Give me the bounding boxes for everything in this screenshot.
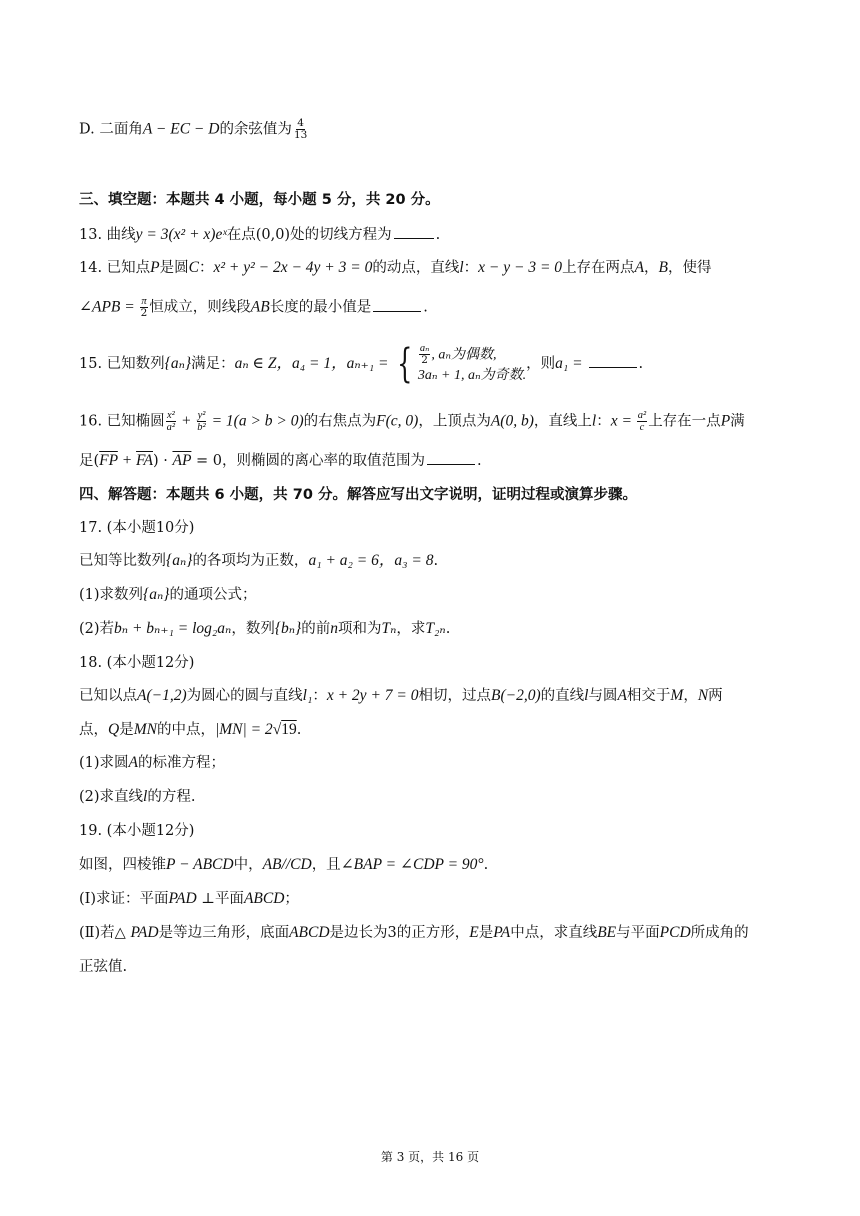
section-heading-answer: 四、解答题：本题共 6 小题，共 70 分。解答应写出文字说明，证明过程或演算步骤。	[79, 487, 637, 503]
text: .	[423, 299, 428, 316]
math: x² + y² − 2x − 4y + 3 = 0	[213, 259, 373, 276]
denominator: a²	[166, 422, 176, 433]
fraction	[166, 410, 176, 433]
sqrt: √19	[272, 721, 297, 738]
text: 平面	[214, 891, 244, 907]
text: 上存在一点	[648, 413, 721, 430]
fraction	[637, 410, 647, 433]
text: (Ⅰ)求证：平面	[79, 891, 169, 907]
question-19-part-2	[79, 923, 749, 943]
math: PCD	[659, 924, 691, 941]
math: x + 2y + 7 = 0	[326, 687, 419, 704]
text: 的各项均为正数，	[192, 553, 309, 569]
answer-blank	[394, 238, 434, 239]
math: AB//CD	[262, 856, 312, 873]
section-heading-fill-blank: 三、填空题：本题共 4 小题，每小题 5 分，共 20 分。	[79, 192, 440, 208]
numerator: 4	[297, 117, 304, 129]
question-15	[79, 342, 643, 386]
text: 恒成立，则线段	[149, 299, 251, 316]
numerator: y²	[197, 410, 206, 421]
math: +	[177, 412, 196, 430]
text: (2)求直线	[79, 789, 144, 805]
vector: $\overline{FP}$	[99, 452, 118, 469]
math: l	[459, 259, 464, 276]
math: l	[584, 687, 589, 704]
text: ) ·	[153, 453, 173, 469]
math: |MN| = 2	[214, 721, 273, 738]
text: (2)若	[79, 621, 115, 637]
denominator: 13	[293, 129, 308, 141]
question-18-title: 18. (本小题12分)	[79, 655, 195, 671]
text: .	[435, 227, 441, 243]
text: .	[638, 356, 644, 372]
text: 14. 已知点	[79, 260, 151, 276]
text: (Ⅱ)若△	[79, 925, 131, 941]
text: ，数列	[231, 621, 275, 637]
question-13	[79, 225, 440, 245]
math: a₁ =	[555, 355, 587, 372]
math: ∠APB =	[79, 298, 139, 316]
math: {bₙ}	[274, 620, 302, 637]
math: F(c, 0)	[376, 412, 419, 430]
text: .	[433, 553, 439, 569]
math: P − ABCD	[166, 856, 234, 873]
text: 相交于	[626, 688, 671, 704]
math: MN	[133, 721, 157, 738]
math: A	[634, 259, 645, 276]
text: 的方程.	[147, 789, 196, 805]
text: 在点(0,0)处的切线方程为	[226, 227, 392, 243]
text: ，	[683, 688, 698, 704]
math: y = 3(x² + x)eˣ	[135, 226, 227, 243]
left-brace: {	[397, 341, 413, 387]
question-19-part-2-cont: 正弦值.	[79, 959, 128, 975]
math: ABCD	[289, 924, 330, 941]
text: .	[477, 453, 482, 469]
math: bₙ + bₙ₊₁ = log₂aₙ	[114, 620, 232, 637]
text: (1)求圆	[79, 755, 129, 771]
text: ，直线上	[533, 413, 592, 430]
answer-blank	[589, 367, 637, 368]
question-18-part-1	[79, 753, 225, 773]
math: P	[150, 259, 160, 276]
text: 是	[478, 925, 494, 941]
math: A	[617, 687, 627, 704]
math: x =	[610, 412, 636, 430]
text: (1)求数列	[79, 587, 144, 603]
math: {aₙ}	[164, 355, 192, 372]
math: PA	[493, 924, 511, 941]
radicand: 19	[281, 721, 297, 738]
question-17-part-2	[79, 619, 450, 639]
text: 的前	[301, 621, 331, 637]
math: E	[469, 924, 479, 941]
text: 已知以点	[79, 688, 137, 704]
question-17-title: 17. (本小题10分)	[79, 520, 195, 536]
answer-blank	[373, 311, 421, 312]
question-14-line-1	[79, 258, 712, 278]
denominator: b²	[197, 422, 206, 433]
fraction	[419, 343, 431, 366]
case-even	[418, 343, 526, 366]
math: ∠BAP = ∠CDP = 90°	[340, 856, 484, 873]
text: 已知等比数列	[79, 553, 166, 569]
piecewise	[392, 343, 526, 386]
text: 中，	[233, 857, 263, 873]
numerator: x²	[166, 410, 175, 421]
text: ：	[312, 688, 327, 704]
answer-blank	[427, 464, 475, 465]
text: ⊥	[196, 891, 215, 907]
text: 为圆心的圆与直线	[186, 688, 303, 704]
numerator: aₙ	[419, 342, 430, 354]
text: ，且	[311, 857, 341, 873]
math: l	[143, 788, 148, 805]
text: 的直线	[540, 688, 585, 704]
text: ，则	[526, 356, 556, 372]
text: 满足：	[191, 356, 235, 372]
case-odd: 3aₙ + 1, aₙ为奇数.	[417, 367, 527, 383]
text: 满	[730, 413, 745, 430]
math: T₂ₙ	[425, 620, 446, 637]
text: 所成角的	[690, 925, 749, 941]
text: 足(	[79, 453, 100, 469]
math: aₙ ∈ Z，a₄ = 1，aₙ₊₁ =	[234, 355, 393, 372]
math: A(−1,2)	[137, 687, 187, 704]
math: C	[188, 259, 199, 276]
math: = 1(a > b > 0)	[207, 412, 304, 430]
text: ：	[198, 260, 214, 276]
text: 上存在两点	[562, 260, 635, 276]
math: A	[128, 754, 139, 771]
fraction	[293, 118, 308, 141]
question-17-part-1	[79, 585, 256, 605]
vector: $\overline{AP}$	[172, 452, 192, 469]
text: 的通项公式；	[169, 587, 257, 603]
text: 如图，四棱锥	[79, 857, 166, 873]
question-16-line-1	[79, 410, 745, 433]
question-16-line-2	[79, 451, 482, 471]
math: l₁	[302, 687, 313, 704]
page-footer: 第 3 页，共 16 页	[380, 1150, 480, 1164]
math: P	[720, 412, 731, 430]
text: 项和为	[338, 621, 382, 637]
question-19-title: 19. (本小题12分)	[79, 823, 195, 839]
text: .	[296, 722, 302, 738]
math: n	[330, 620, 339, 637]
text: 13. 曲线	[79, 227, 136, 243]
math: B(−2,0)	[490, 687, 541, 704]
question-18-stem-1	[79, 686, 723, 706]
vector: $\overline{FA}$	[136, 452, 153, 469]
text: ，求	[396, 621, 426, 637]
text: .	[445, 621, 451, 637]
math: M	[670, 687, 684, 704]
text: 的右焦点为	[303, 413, 377, 430]
math: a₁ + a₂ = 6，a₃ = 8	[308, 552, 434, 569]
math: +	[117, 452, 137, 469]
text: 两	[708, 688, 723, 704]
question-19-stem	[79, 855, 488, 875]
math: Q	[108, 721, 120, 738]
math: A − EC − D	[142, 120, 220, 138]
text: 相切，过点	[418, 688, 491, 704]
denominator: 2	[421, 353, 428, 366]
question-18-part-2	[79, 787, 195, 807]
cases	[418, 343, 526, 386]
math: {aₙ}	[166, 552, 193, 569]
numerator: π	[141, 296, 147, 307]
question-19-part-1	[79, 889, 299, 909]
text: 是圆	[159, 260, 189, 276]
math: x − y − 3 = 0	[478, 259, 563, 276]
math: A(0, b)	[490, 412, 534, 430]
text: 点，	[79, 722, 108, 738]
numerator: a²	[637, 410, 647, 421]
text: 16. 已知椭圆	[79, 413, 165, 430]
fraction	[140, 296, 149, 319]
math: PAD	[168, 890, 197, 907]
text: 是边长为3的正方形，	[329, 925, 470, 941]
math: Tₙ	[381, 620, 397, 637]
text: 是等边三角形，底面	[158, 925, 290, 941]
text: = 0，则椭圆的离心率的取值范围为	[191, 453, 426, 469]
denominator: c	[639, 422, 645, 433]
math: B	[658, 259, 668, 276]
option-d	[79, 118, 309, 141]
question-18-stem-2	[79, 720, 301, 740]
text: D. 二面角	[79, 121, 143, 138]
math: BE	[597, 924, 617, 941]
text: 15. 已知数列	[79, 356, 165, 372]
math: {aₙ}	[143, 586, 170, 603]
math: PAD	[130, 924, 159, 941]
text: 中点，求直线	[510, 925, 598, 941]
text: 的标准方程；	[138, 755, 226, 771]
text: ：	[463, 260, 479, 276]
text: 与平面	[616, 925, 660, 941]
text: 的动点，直线	[372, 260, 460, 276]
math: , aₙ为偶数,	[431, 347, 497, 362]
text: 的中点，	[156, 722, 215, 738]
text: 与圆	[588, 688, 618, 704]
fraction	[196, 410, 206, 433]
math: l	[591, 412, 597, 430]
text: 的余弦值为	[219, 121, 292, 138]
text: ，使得	[668, 260, 712, 276]
math: ABCD	[243, 890, 285, 907]
denominator: 2	[140, 307, 148, 319]
text: ，上顶点为	[418, 413, 491, 430]
text: ；	[284, 891, 299, 907]
text: 长度的最小值是	[269, 299, 372, 316]
text: ：	[596, 413, 611, 430]
math: N	[697, 687, 709, 704]
text: 是	[119, 722, 134, 738]
question-17-stem	[79, 551, 438, 571]
text: .	[483, 857, 489, 873]
math: AB	[250, 298, 270, 316]
text: ，	[644, 260, 659, 276]
question-14-line-2	[79, 296, 428, 319]
